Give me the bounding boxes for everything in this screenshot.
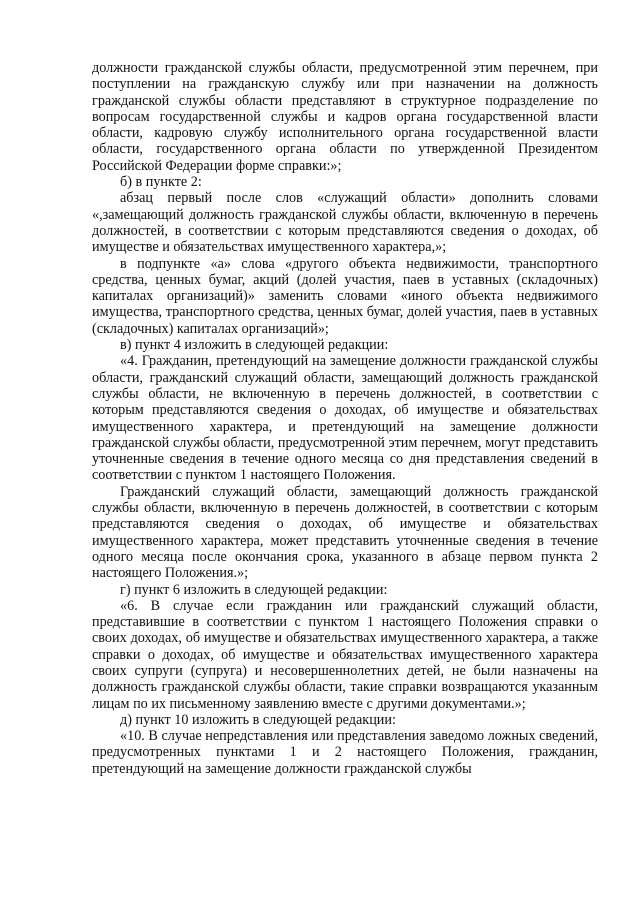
- paragraph-4: в подпункте «а» слова «другого объекта недвижимости, транспортного средства, ценных бумаг, акций (долей участия, паев в уставных (складочных) капиталах организаций)» заменить словами «иного объекта недвижимого имущества, транспортного средства, ценных бумаг, долей участия, паев в уставных (складочных) капиталах организаций»;: [92, 255, 598, 337]
- paragraph-8: г) пункт 6 изложить в следующей редакции:: [120, 581, 388, 598]
- paragraph-11: «10. В случае непредставления или представления заведомо ложных сведений, предусмотренных пунктами 1 и 2 настоящего Положения, гражданин, претендующий на замещение должности гражданской службы: [92, 728, 598, 777]
- paragraph-7: Гражданский служащий области, замещающий должность гражданской службы области, включенную в перечень должностей, в соответствии с которым представляются сведения о доходах, об имуществе и обязательствах имущественного характера, может представить уточненные сведения в течение одного месяца после окончания срока, указанного в абзаце первом пункта 2 настоящего Положения.»;: [92, 483, 598, 582]
- paragraph-1: должности гражданской службы области, предусмотренной этим перечнем, при поступлении на гражданскую службу или при назначении на должность гражданской службы области представляют в структурное подразделение по вопросам государственной службы и кадров органа государственной власти области, кадровую службу исполнительного органа государственной власти области, государственного органа области по утвержденной Президентом Российской Федерации форме справки:»;: [92, 60, 598, 174]
- paragraph-9: «6. В случае если гражданин или гражданский служащий области, представившие в соответствии с пунктом 1 настоящего Положения справки о своих доходах, об имуществе и обязательствах имущественного характера, а также справки о доходах, об имуществе и обязательствах имущественного характера своих супруги (супруга) и несовершеннолетних детей, не были назначены на должность гражданской службы области, такие справки возвращаются указанным лицам по их письменному заявлению вместе с другими документами.»;: [92, 597, 598, 712]
- document-page: [92, 60, 598, 777]
- paragraph-2: б) в пункте 2:: [120, 174, 202, 191]
- paragraph-6: «4. Гражданин, претендующий на замещение должности гражданской службы области, гражданский служащий области, замещающий должность гражданской службы области, не включенную в перечень должностей, в соответствии с которым представляются сведения о доходах, об имуществе и обязательствах имущественного характера, и претендующий на замещение должности гражданской службы области, предусмотренной этим перечнем, могут представить уточненные сведения в течение одного месяца со дня представления сведений в соответствии с пунктом 1 настоящего Положения.: [92, 353, 598, 484]
- paragraph-10: д) пункт 10 изложить в следующей редакции:: [120, 711, 396, 728]
- paragraph-3: абзац первый после слов «служащий области» дополнить словами «,замещающий должность гражданской службы области, включенную в перечень должностей, в соответствии с которым представляются сведения о доходах, об имуществе и обязательствах имущественного характера,»;: [92, 190, 598, 256]
- paragraph-5: в) пункт 4 изложить в следующей редакции:: [120, 337, 389, 354]
